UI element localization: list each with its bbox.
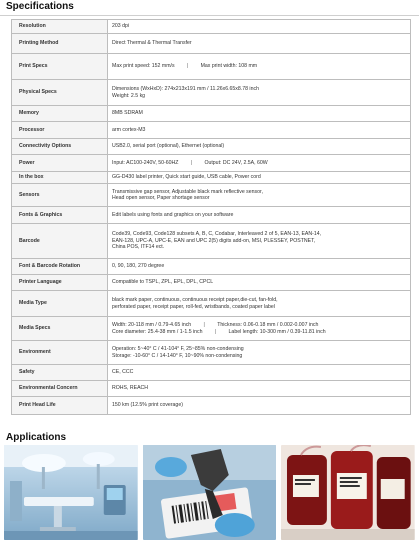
spec-label: Processor	[12, 122, 108, 139]
spec-value-line: Storage: -10-60° C / 14-140° F, 10~90% non-condensing	[112, 352, 243, 359]
spec-value: Direct Thermal & Thermal Transfer	[108, 34, 411, 54]
spec-label: Printing Method	[12, 34, 108, 54]
spec-value-line: China POS, ITF14 ect.	[112, 244, 165, 251]
hospital-room-image	[4, 445, 138, 540]
blood-bags-image	[281, 445, 415, 540]
spec-value-line: Code39, Code93, Code128 subsets A, B, C, Codabar, Interleaved 2 of 5, EAN-13, EAN-14,	[112, 231, 322, 238]
spec-value-part: Thickness: 0.06-0.18 mm / 0.002-0.007 inch	[217, 322, 319, 329]
table-row	[12, 80, 411, 106]
spec-label: Power	[12, 155, 108, 172]
spec-value: USB2.0, serial port (optional), Ethernet (optional)	[108, 139, 411, 155]
spec-value-part: Width: 20-118 mm / 0.79-4.65 inch	[112, 322, 192, 329]
table-row	[12, 341, 411, 365]
spec-label: Print Head Life	[12, 397, 108, 415]
spec-value-line	[112, 329, 406, 335]
spec-label: Media Specs	[12, 317, 108, 341]
spec-value-line: Transmissive gap sensor, Adjustable black mark reflective sensor,	[112, 188, 263, 195]
spec-label: Font & Barcode Rotation	[12, 259, 108, 275]
table-row	[12, 54, 411, 80]
applications-photos	[4, 445, 415, 540]
specifications-heading: Specifications	[6, 1, 74, 12]
spec-value-line: Operation: 5~40° C / 41-104° F, 25~85% non-condensing	[112, 346, 244, 353]
spec-value: Edit labels using fonts and graphics on your software	[108, 207, 411, 224]
table-row	[12, 106, 411, 122]
spec-label: Safety	[12, 365, 108, 381]
spec-label: Environmental Concern	[12, 381, 108, 397]
table-row	[12, 34, 411, 54]
spec-label: In the box	[12, 172, 108, 184]
spec-label: Physical Specs	[12, 80, 108, 106]
value-separator: |	[186, 63, 189, 70]
spec-label: Connectivity Options	[12, 139, 108, 155]
spec-value	[108, 54, 411, 80]
spec-value: CE, CCC	[108, 365, 411, 381]
spec-value	[108, 80, 411, 106]
spec-value-part: Max print width: 108 mm	[200, 63, 258, 70]
spec-label: Barcode	[12, 224, 108, 259]
spec-value	[108, 184, 411, 207]
table-row	[12, 317, 411, 341]
spec-label: Fonts & Graphics	[12, 207, 108, 224]
spec-value: 8MB SDRAM	[108, 106, 411, 122]
spec-value-line: perforated paper, receipt paper, roll-fed, wristbands, coated paper label	[112, 303, 275, 310]
spec-label: Print Specs	[12, 54, 108, 80]
spec-value-part: Output: DC 24V, 2.5A, 60W	[204, 159, 268, 166]
spec-value: 0, 90, 180, 270 degree	[108, 259, 411, 275]
table-row	[12, 275, 411, 291]
spec-value-part: Core diameter: 25.4-38 mm / 1-1.5 inch	[112, 328, 203, 335]
spec-value-line: black mark paper, continuous, continuous receipt paper,die-cut, fan-fold,	[112, 297, 278, 304]
spec-label: Memory	[12, 106, 108, 122]
table-row	[12, 381, 411, 397]
value-separator: |	[203, 322, 205, 329]
spec-value: GG-D430 label printer, Quick start guide, USB cable, Power cord	[108, 172, 411, 184]
spec-value	[108, 341, 411, 365]
spec-value	[108, 155, 411, 172]
table-row	[12, 184, 411, 207]
heading-divider	[0, 15, 419, 16]
spec-value	[108, 317, 411, 341]
spec-label: Printer Language	[12, 275, 108, 291]
spec-value	[108, 291, 411, 317]
table-row	[12, 172, 411, 184]
table-row	[12, 291, 411, 317]
barcode-scanning-image	[143, 445, 277, 540]
table-row	[12, 365, 411, 381]
spec-value: 203 dpi	[108, 20, 411, 34]
table-row	[12, 155, 411, 172]
barcode-scanning-photo	[143, 445, 277, 540]
spec-value-part: Label length: 10-300 mm / 0.39-11.81 inch	[228, 328, 326, 335]
spec-label: Media Type	[12, 291, 108, 317]
spec-value: Compatible to TSPL, ZPL, EPL, DPL, CPCL	[108, 275, 411, 291]
hospital-room-photo	[4, 445, 138, 540]
spec-label: Resolution	[12, 20, 108, 34]
spec-value	[108, 224, 411, 259]
table-row	[12, 259, 411, 275]
table-row	[12, 20, 411, 34]
spec-value-line: Weight: 2.5 kg	[112, 92, 146, 99]
value-separator: |	[214, 328, 217, 335]
spec-label: Environment	[12, 341, 108, 365]
spec-value-line: Dimensions (WxHxD): 274x213x191 mm / 11.26x6.65x8.78 inch	[112, 86, 259, 93]
spec-value: ROHS, REACH	[108, 381, 411, 397]
table-row	[12, 207, 411, 224]
table-row	[12, 139, 411, 155]
table-row	[12, 224, 411, 259]
blood-bags-photo	[281, 445, 415, 540]
spec-value: 150 km (12.5% print coverage)	[108, 397, 411, 415]
spec-value-part: Input: AC100-240V, 50-60HZ	[112, 159, 179, 166]
table-row	[12, 122, 411, 139]
spec-value-line: EAN-128, UPC-A, UPC-E, EAN and UPC 2(5) digits add-on, MSI, PLESSEY, POSTNET,	[112, 237, 316, 244]
spec-label: Sensors	[12, 184, 108, 207]
table-row	[12, 397, 411, 415]
spec-value: arm cortex-M3	[108, 122, 411, 139]
specifications-table	[11, 19, 411, 415]
value-separator: |	[190, 159, 193, 166]
spec-value-part: Max print speed: 152 mm/s	[112, 63, 175, 70]
spec-value-line: Head open sensor, Paper shortage sensor	[112, 195, 210, 201]
applications-heading: Applications	[6, 432, 67, 443]
